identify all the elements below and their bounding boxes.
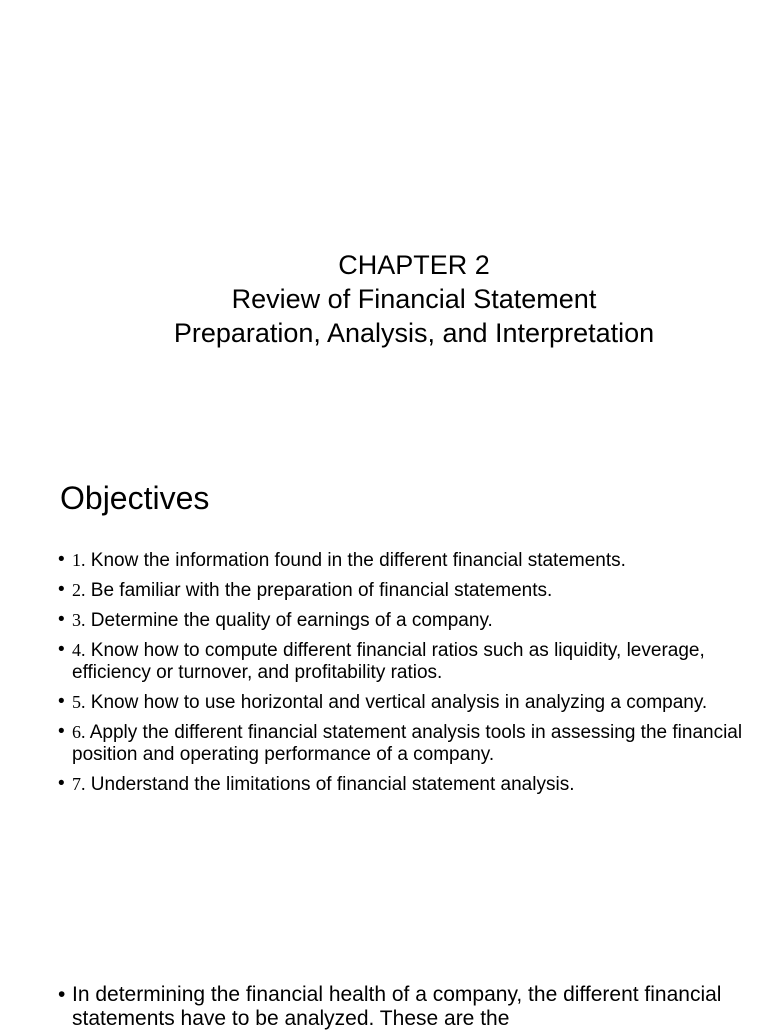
objective-item-2 <box>58 579 748 602</box>
objective-text: Understand the limitations of financial statement analysis. <box>85 774 575 795</box>
bullet-marker: • <box>58 983 66 1006</box>
chapter-title <box>0 248 768 350</box>
objective-item-3 <box>58 609 748 632</box>
objectives-list <box>58 549 748 803</box>
objective-number: 6. <box>72 722 86 742</box>
bullet-marker: • <box>58 721 65 742</box>
objective-item-1 <box>58 549 748 572</box>
objective-item-5 <box>58 691 748 714</box>
objective-item-6 <box>58 721 748 766</box>
objective-number: 2. <box>72 580 86 600</box>
chapter-number: CHAPTER 2 <box>338 250 490 280</box>
objective-text: Know the information found in the different financial statements. <box>85 550 626 571</box>
bullet-marker: • <box>58 773 65 794</box>
objective-number: 4. <box>72 640 86 660</box>
chapter-title-line-2: Preparation, Analysis, and Interpretation <box>173 318 655 348</box>
objective-item-7 <box>58 773 748 796</box>
chapter-title-line-1: Review of Financial Statement <box>231 284 597 314</box>
objective-item-4 <box>58 639 748 684</box>
objective-number: 3. <box>72 610 86 630</box>
next-slide-text: In determining the financial health of a company, the different financial statements have to be analyzed. These are the <box>72 983 722 1030</box>
objective-text: Determine the quality of earnings of a company. <box>85 610 493 631</box>
bullet-marker: • <box>58 549 65 570</box>
objectives-heading: Objectives <box>60 480 210 516</box>
bullet-marker: • <box>58 639 65 660</box>
objective-text: Apply the different financial statement analysis tools in assessing the financial position and operating performance of a company. <box>72 722 743 765</box>
objective-text: Know how to compute different financial ratios such as liquidity, leverage, efficiency or turnover, and profitability ratios. <box>72 640 705 683</box>
bullet-marker: • <box>58 691 65 712</box>
bullet-marker: • <box>58 609 65 630</box>
objective-number: 5. <box>72 692 86 712</box>
objective-text: Know how to use horizontal and vertical analysis in analyzing a company. <box>85 692 708 713</box>
objective-number: 7. <box>72 774 86 794</box>
bullet-marker: • <box>58 579 65 600</box>
objective-text: Be familiar with the preparation of financial statements. <box>85 580 553 601</box>
objective-number: 1. <box>72 550 86 570</box>
